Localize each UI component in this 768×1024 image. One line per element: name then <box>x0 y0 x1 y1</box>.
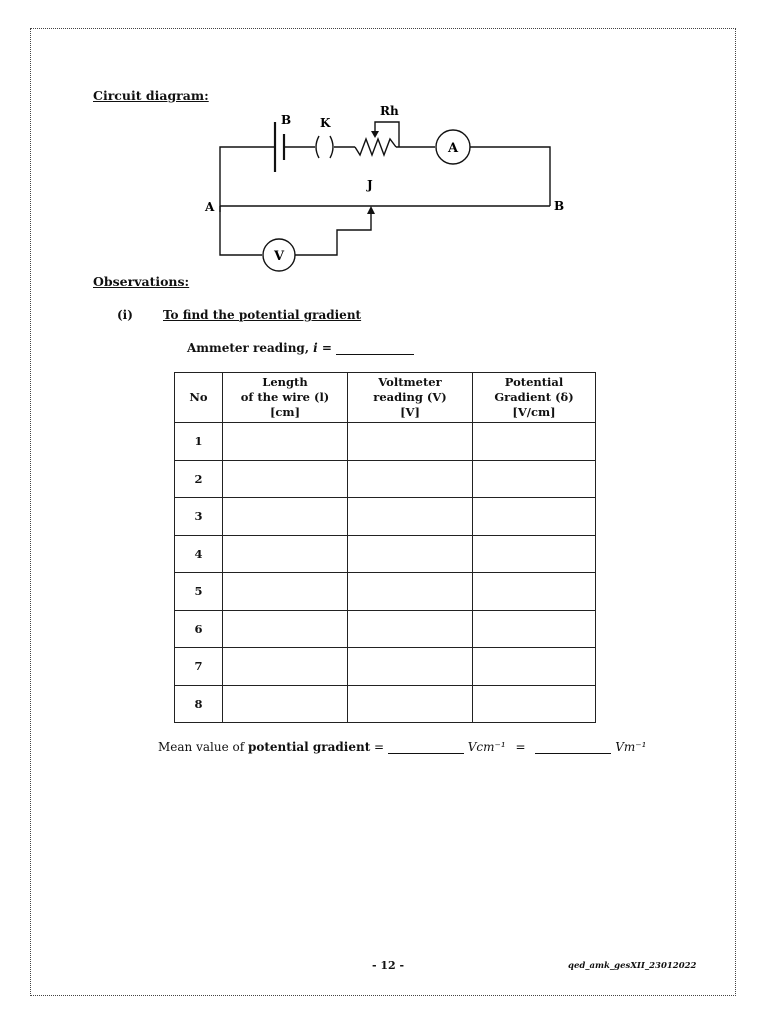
row-number: 3 <box>175 498 223 536</box>
header-potential-gradient: Potential Gradient (δ) [V/cm] <box>473 373 596 423</box>
row-number: 4 <box>175 535 223 573</box>
length-cell[interactable] <box>223 423 348 461</box>
voltage-cell[interactable] <box>348 535 473 573</box>
mean-value-line <box>158 740 646 754</box>
voltage-cell[interactable] <box>348 423 473 461</box>
gradient-cell[interactable] <box>473 610 596 648</box>
table-row <box>175 460 596 498</box>
rheostat-label: Rh <box>380 104 399 118</box>
key-left-arc <box>316 136 319 158</box>
ammeter-blank[interactable] <box>336 354 414 355</box>
end-b-label: B <box>554 199 565 213</box>
length-cell[interactable] <box>223 648 348 686</box>
gradient-cell[interactable] <box>473 498 596 536</box>
jockey-label: J <box>367 178 373 192</box>
mean-blank-m[interactable] <box>535 753 611 754</box>
mean-prefix: Mean value of <box>158 740 248 754</box>
row-number: 5 <box>175 573 223 611</box>
jockey-lead <box>295 212 371 255</box>
length-cell[interactable] <box>223 535 348 573</box>
unit-vcm: Vcm⁻¹ <box>467 740 506 754</box>
table-row <box>175 610 596 648</box>
document-code: qed_amk_gesXII_23012022 <box>568 961 697 971</box>
table-header-row <box>175 373 596 423</box>
voltage-cell[interactable] <box>348 498 473 536</box>
observations-heading: Observations: <box>93 274 190 289</box>
circuit-heading: Circuit diagram: <box>93 88 209 103</box>
header-length: Length of the wire (l) [cm] <box>223 373 348 423</box>
table-row <box>175 648 596 686</box>
length-cell[interactable] <box>223 573 348 611</box>
gradient-cell[interactable] <box>473 685 596 723</box>
mean-blank-cm[interactable] <box>388 753 464 754</box>
mean-equals: = <box>370 740 388 754</box>
row-number: 7 <box>175 648 223 686</box>
gradient-cell[interactable] <box>473 423 596 461</box>
page-number: - 12 - <box>372 959 405 972</box>
mean-bold-label: potential gradient <box>247 740 371 754</box>
gradient-cell[interactable] <box>473 648 596 686</box>
ammeter-label: A <box>447 141 459 156</box>
table-row <box>175 685 596 723</box>
wire-top-right <box>470 147 550 206</box>
table-row <box>175 423 596 461</box>
length-cell[interactable] <box>223 610 348 648</box>
row-number: 2 <box>175 460 223 498</box>
rheostat-slider <box>375 122 399 147</box>
length-cell[interactable] <box>223 498 348 536</box>
current-symbol: i <box>313 341 318 355</box>
table-row <box>175 498 596 536</box>
voltage-cell[interactable] <box>348 573 473 611</box>
row-number: 1 <box>175 423 223 461</box>
unit-vm: Vm⁻¹ <box>615 740 647 754</box>
mean-mid-equals: = <box>511 740 530 754</box>
gradient-cell[interactable] <box>473 573 596 611</box>
table-row <box>175 573 596 611</box>
key-label: K <box>320 116 331 130</box>
gradient-cell[interactable] <box>473 460 596 498</box>
circuit-diagram <box>195 100 575 275</box>
ammeter-reading <box>187 341 414 355</box>
section-number: (i) <box>117 308 133 322</box>
key-right-arc <box>330 136 333 158</box>
observation-table <box>174 372 596 723</box>
gradient-cell[interactable] <box>473 535 596 573</box>
row-number: 6 <box>175 610 223 648</box>
end-a-label: A <box>205 200 215 214</box>
ammeter-equals: = <box>317 341 337 355</box>
rheostat-arrow-icon <box>371 131 379 138</box>
battery-label: B <box>281 113 292 127</box>
length-cell[interactable] <box>223 685 348 723</box>
header-no: No <box>175 373 223 423</box>
length-cell[interactable] <box>223 460 348 498</box>
voltage-cell[interactable] <box>348 460 473 498</box>
rheostat-coil <box>355 139 396 155</box>
voltage-cell[interactable] <box>348 685 473 723</box>
ammeter-reading-label: Ammeter reading, <box>187 341 314 355</box>
table-row <box>175 535 596 573</box>
jockey-arrow-icon <box>367 206 375 214</box>
section-title: To find the potential gradient <box>163 308 362 322</box>
wire-top-left <box>220 147 275 212</box>
voltmeter-label: V <box>273 249 285 264</box>
header-voltmeter: Voltmeter reading (V) [V] <box>348 373 473 423</box>
voltage-cell[interactable] <box>348 648 473 686</box>
voltage-cell[interactable] <box>348 610 473 648</box>
row-number: 8 <box>175 685 223 723</box>
wire-voltmeter-left <box>220 206 262 255</box>
